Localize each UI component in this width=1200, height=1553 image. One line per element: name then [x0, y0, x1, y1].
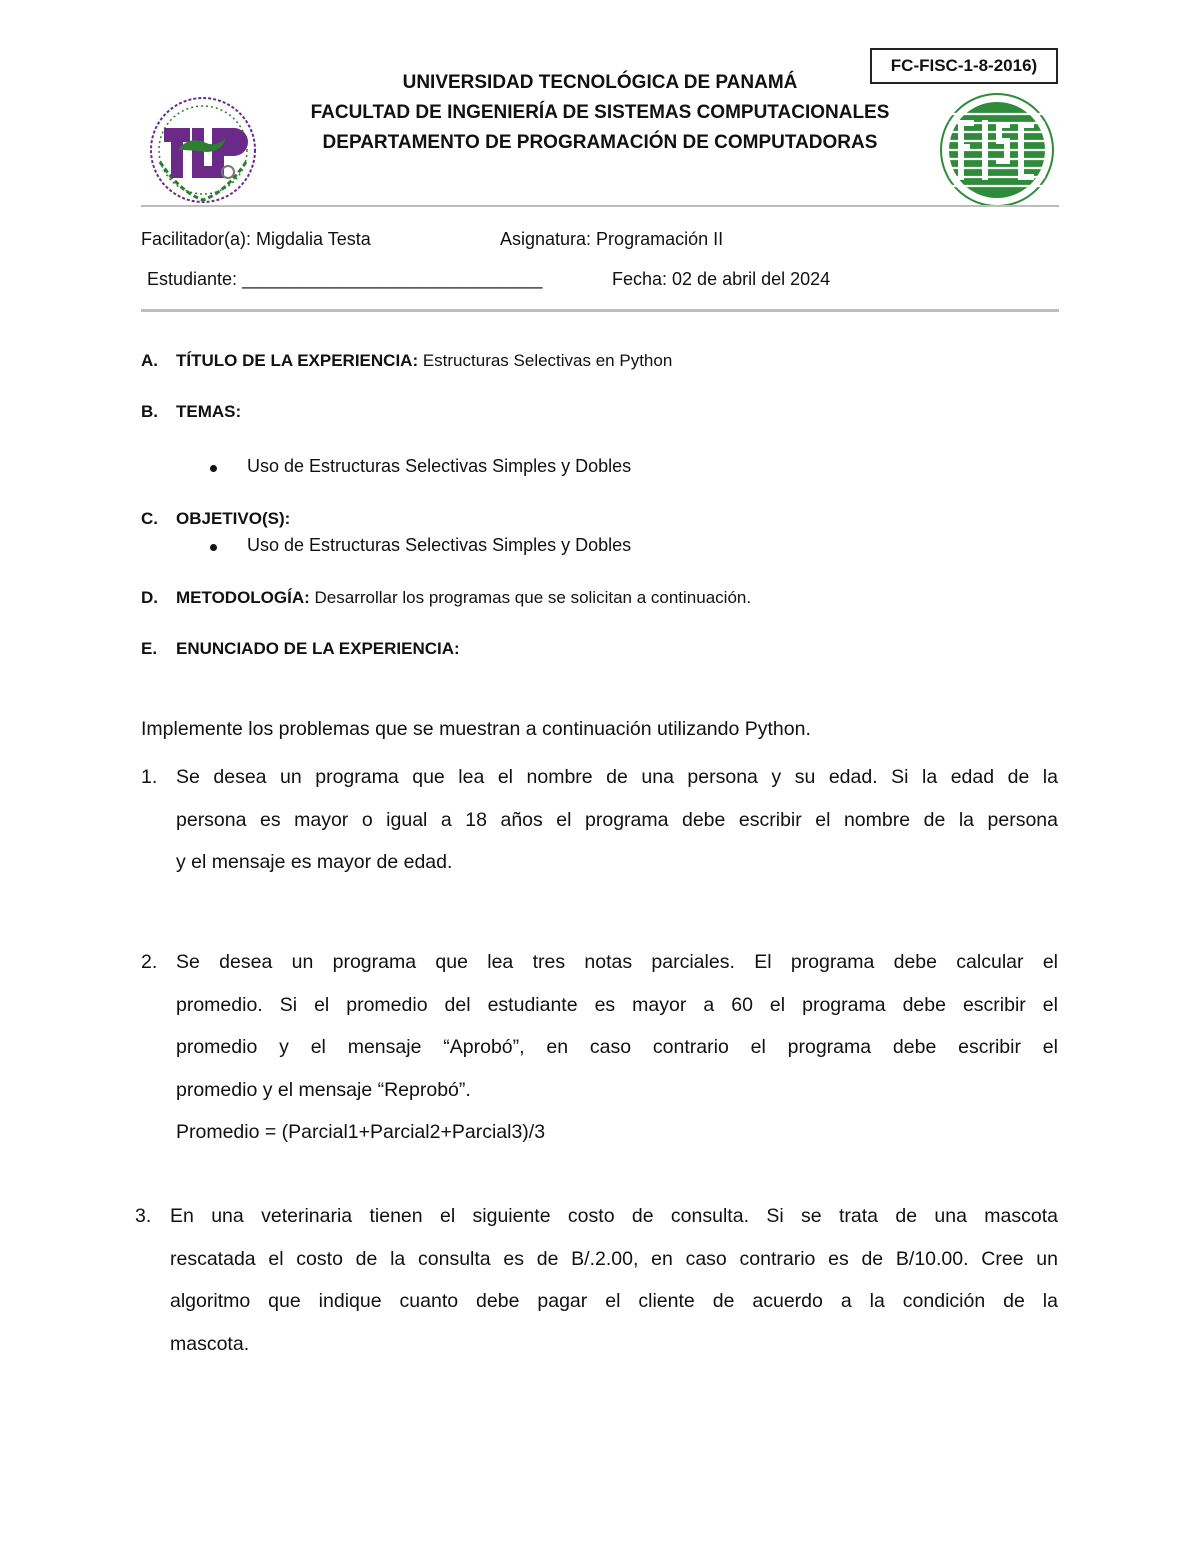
section-b-bullet-text: Uso de Estructuras Selectivas Simples y Dobles: [247, 456, 632, 476]
section-b-title: TEMAS:: [176, 402, 242, 421]
problem-2-formula: Promedio = (Parcial1+Parcial2+Parcial3)/3: [176, 1121, 546, 1143]
section-e: [141, 639, 460, 659]
problem-2-line: Se desea un programa que lea tres notas parciales. El programa debe calcular el: [176, 951, 1058, 973]
problem-2: [176, 941, 1058, 1154]
problem-2-line: promedio. Si el promedio del estudiante es mayor a 60 el programa debe escribir el: [176, 993, 1058, 1016]
section-d: [141, 588, 752, 608]
problem-2-line: promedio y el mensaje “Aprobó”, en caso contrario el programa debe escribir el: [176, 1036, 1058, 1058]
info-divider: [141, 309, 1059, 312]
section-c-label: C.: [141, 509, 158, 528]
department-name: DEPARTAMENTO DE PROGRAMACIÓN DE COMPUTADORAS: [322, 132, 878, 153]
problem-3-line: rescatada el costo de la consulta es de B/.2.00, en caso contrario es de B/10.00. Cree un: [170, 1247, 1058, 1270]
section-a-title: TÍTULO DE LA EXPERIENCIA: Estructuras Selectivas en Python: [176, 351, 673, 370]
problem-1-line: y el mensaje es mayor de edad.: [176, 851, 453, 873]
problem-1-line: persona es mayor o igual a 18 años el programa debe escribir el nombre de la persona: [176, 808, 1058, 831]
section-e-label: E.: [141, 639, 158, 658]
problem-2-number: 2.: [141, 951, 158, 973]
section-a: [141, 351, 673, 371]
section-c-bullet-text: Uso de Estructuras Selectivas Simples y Dobles: [247, 535, 632, 555]
section-c: [141, 509, 291, 529]
problem-1: [176, 756, 1058, 884]
utp-seal-logo-icon: [140, 92, 266, 210]
problem-3-number: 3.: [135, 1205, 152, 1227]
intro-text: Implemente los problemas que se muestran a continuación utilizando Python.: [141, 718, 811, 740]
section-e-title: ENUNCIADO DE LA EXPERIENCIA:: [176, 639, 460, 658]
document-code: FC-FISC-1-8-2016): [890, 56, 1038, 75]
section-c-title: OBJETIVO(S):: [176, 509, 291, 528]
section-a-text: Estructuras Selectivas en Python: [418, 351, 673, 370]
facilitator-field: Facilitador(a): Migdalia Testa: [141, 229, 371, 249]
section-b: [141, 402, 242, 422]
problem-3: [170, 1195, 1058, 1365]
section-b-label: B.: [141, 402, 158, 421]
student-field: Estudiante: ______________________________: [147, 269, 543, 289]
section-a-label: A.: [141, 351, 158, 370]
problem-3-line: algoritmo que indique cuanto debe pagar el cliente de acuerdo a la condición de la: [170, 1290, 1058, 1312]
date-field: Fecha: 02 de abril del 2024: [612, 269, 831, 289]
section-d-label: D.: [141, 588, 158, 607]
problem-1-number: 1.: [141, 766, 158, 788]
section-d-title: METODOLOGÍA: Desarrollar los programas que se solicitan a continuación.: [176, 588, 752, 607]
subject-field: Asignatura: Programación II: [500, 229, 724, 249]
faculty-name: FACULTAD DE INGENIERÍA DE SISTEMAS COMPUTACIONALES: [310, 102, 890, 123]
fisc-logo-icon: [934, 92, 1060, 210]
problem-3-line: mascota.: [170, 1332, 250, 1355]
university-name: UNIVERSIDAD TECNOLÓGICA DE PANAMÁ: [402, 72, 798, 93]
bullet-icon: [210, 544, 217, 551]
section-d-text: Desarrollar los programas que se solicitan a continuación.: [309, 588, 752, 607]
bullet-icon: [210, 465, 217, 472]
header-divider: [141, 205, 1059, 207]
problem-3-line: En una veterinaria tienen el siguiente costo de consulta. Si se trata de una mascota: [170, 1205, 1058, 1227]
problem-2-line: promedio y el mensaje “Reprobó”.: [176, 1078, 471, 1101]
problem-1-line: Se desea un programa que lea el nombre de una persona y su edad. Si la edad de la: [176, 766, 1058, 788]
